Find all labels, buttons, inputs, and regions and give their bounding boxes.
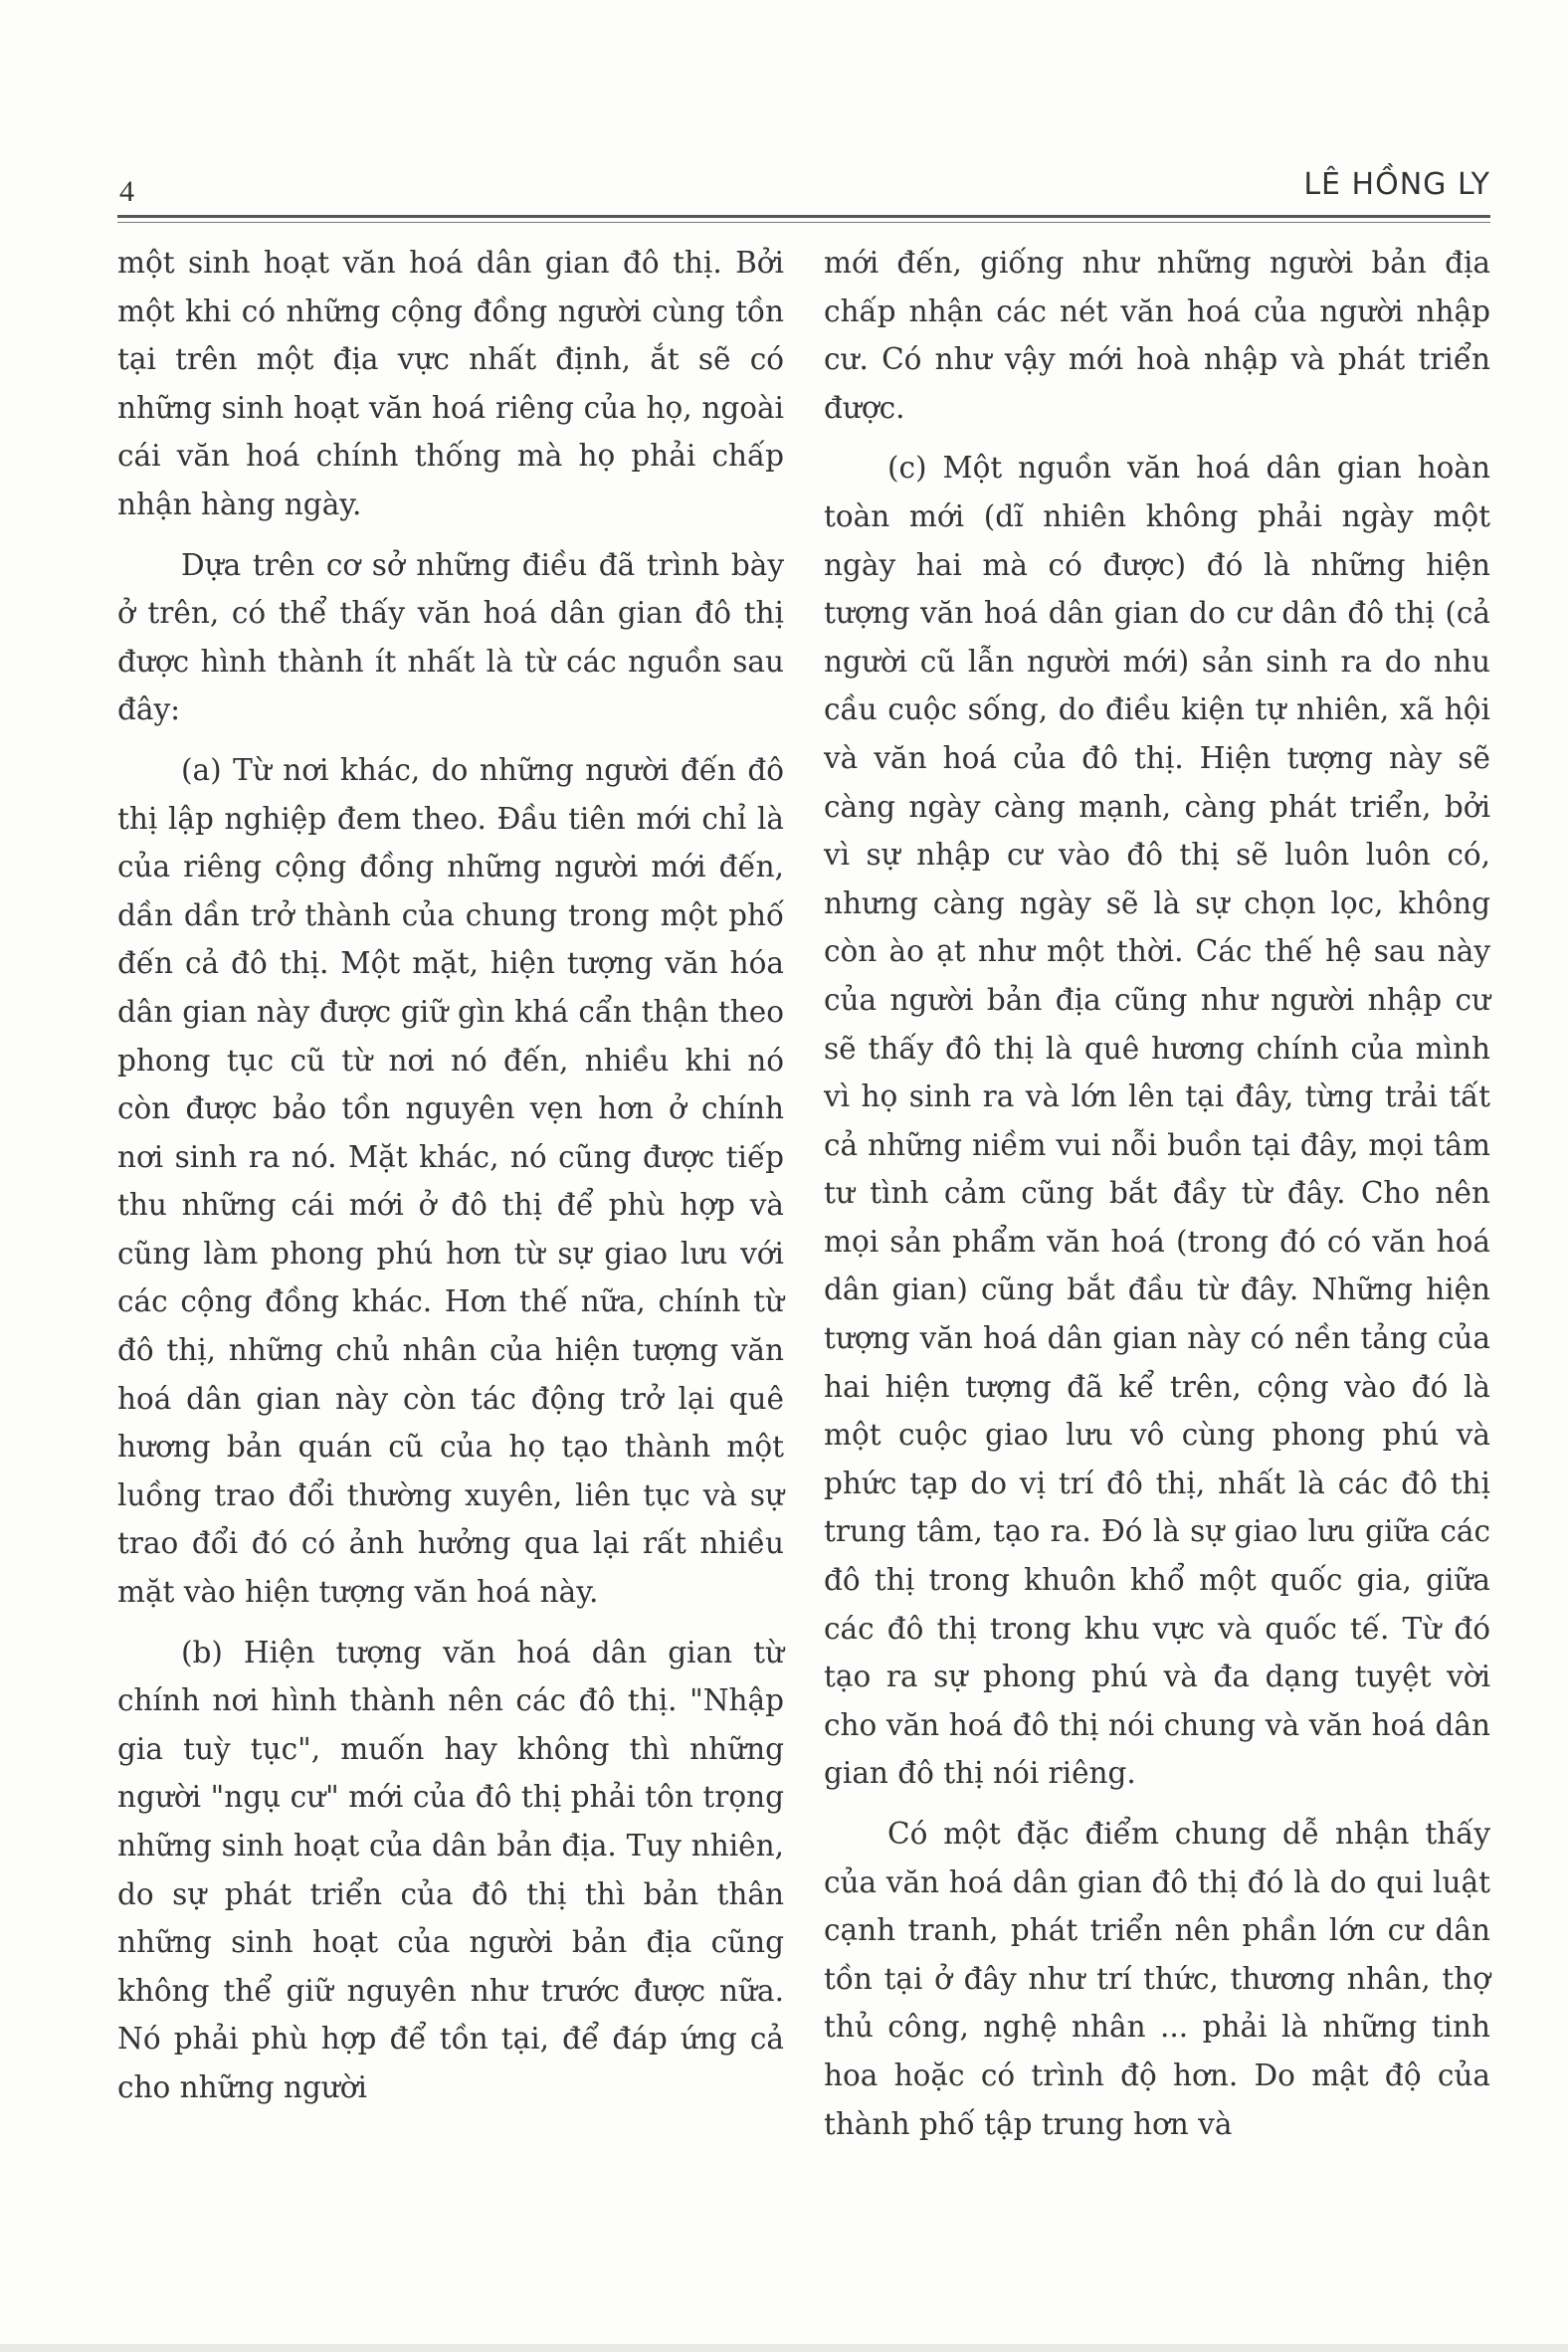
paragraph-source-b-continued: mới đến, giống như những người bản địa chấp nhận các nét văn hoá của người nhập cư. Có như vậy mới hoà nhập và phát triển được. (824, 246, 1490, 425)
right-column (824, 239, 1490, 2148)
paragraph-sources-intro: Dựa trên cơ sở những điều đã trình bày ở trên, có thể thấy văn hoá dân gian đô thị được hình thành ít nhất là từ các nguồn sau đây: (117, 547, 784, 727)
left-column (117, 239, 784, 2112)
page-header (117, 167, 1490, 207)
page-number: 4 (119, 175, 134, 208)
paragraph-source-b: (b) Hiện tượng văn hoá dân gian từ chính nơi hình thành nên các đô thị. "Nhập gia tuỳ tục", muốn hay không thì những người "ngụ cư" mới của đô thị phải tôn trọng những sinh hoạt của dân bản địa. Tuy nhiên, do sự phát triển của đô thị thì bản thân những sinh hoạt của người bản địa cũng không thể giữ nguyên như trước được nữa. Nó phải phù hợp để tồn tại, để đáp ứng cả cho những người (117, 1635, 784, 2104)
paragraph-continued: một sinh hoạt văn hoá dân gian đô thị. Bởi một khi có những cộng đồng người cùng tồn tại trên một địa vực nhất định, ắt sẽ có những sinh hoạt văn hoá riêng của họ, ngoài cái văn hoá chính thống mà họ phải chấp nhận hàng ngày. (117, 246, 784, 521)
paragraph-source-a: (a) Từ nơi khác, do những người đến đô thị lập nghiệp đem theo. Đầu tiên mới chỉ là của riêng cộng đồng những người mới đến, dần dần trở thành của chung trong một phố đến cả đô thị. Một mặt, hiện tượng văn hóa dân gian này được giữ gìn khá cẩn thận theo phong tục cũ từ nơi nó đến, nhiều khi nó còn được bảo tồn nguyên vẹn hơn ở chính nơi sinh ra nó. Mặt khác, nó cũng được tiếp thu những cái mới ở đô thị để phù hợp và cũng làm phong phú hơn từ sự giao lưu với các cộng đồng khác. Hơn thế nữa, chính từ đô thị, những chủ nhân của hiện tượng văn hoá dân gian này còn tác động trở lại quê hương bản quán cũ của họ tạo thành một luồng trao đổi thường xuyên, liên tục và sự trao đổi đó có ảnh hưởng qua lại rất nhiều mặt vào hiện tượng văn hoá này. (117, 752, 784, 1610)
header-rule-thin (117, 222, 1490, 223)
running-head-author: LÊ HỒNG LY (1303, 167, 1490, 202)
header-rule-thick (117, 215, 1490, 218)
paragraph-source-c: (c) Một nguồn văn hoá dân gian hoàn toàn mới (dĩ nhiên không phải ngày một ngày hai mà có được) đó là những hiện tượng văn hoá dân gian do cư dân đô thị (cả người cũ lẫn người mới) sản sinh ra do nhu cầu cuộc sống, do điều kiện tự nhiên, xã hội và văn hoá của đô thị. Hiện tượng này sẽ càng ngày càng mạnh, càng phát triển, bởi vì sự nhập cư vào đô thị sẽ luôn luôn có, nhưng càng ngày sẽ là sự chọn lọc, không còn ào ạt như một thời. Các thế hệ sau này của người bản địa cũng như người nhập cư sẽ thấy đô thị là quê hương chính của mình vì họ sinh ra và lớn lên tại đây, từng trải tất cả những niềm vui nỗi buồn tại đây, mọi tâm tư tình cảm cũng bắt đầy từ đây. Cho nên mọi sản phẩm văn hoá (trong đó có văn hoá dân gian) cũng bắt đầu từ đây. Những hiện tượng văn hoá dân gian này có nền tảng của hai hiện tượng đã kể trên, cộng vào đó là một cuộc giao lưu vô cùng phong phú và phức tạp do vị trí đô thị, nhất là các đô thị trung tâm, tạo ra. Đó là sự giao lưu giữa các đô thị trong khuôn khổ một quốc gia, giữa các đô thị trong khu vực và quốc tế. Từ đó tạo ra sự phong phú và đa dạng tuyệt vời cho văn hoá đô thị nói chung và văn hoá dân gian đô thị nói riêng. (824, 451, 1490, 1791)
paragraph-common-feature: Có một đặc điểm chung dễ nhận thấy của văn hoá dân gian đô thị đó là do qui luật cạnh tranh, phát triển nên phần lớn cư dân tồn tại ở đây như trí thức, thương nhân, thợ thủ công, nghệ nhân ... phải là những tinh hoa hoặc có trình độ hơn. Do mật độ của thành phố tập trung hơn và (824, 1817, 1490, 2141)
scan-bottom-edge (0, 2344, 1568, 2352)
